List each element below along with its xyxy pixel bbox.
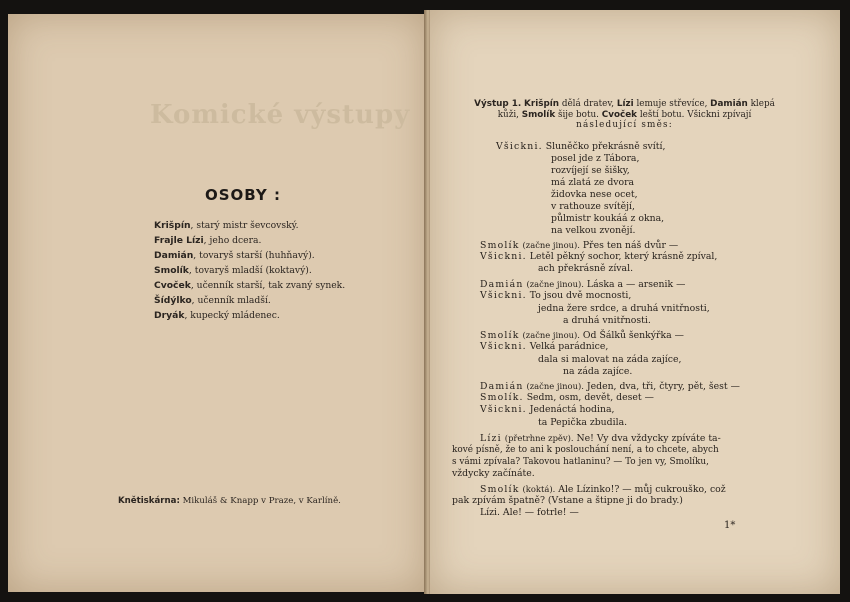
page-number: 1* xyxy=(724,520,736,531)
cast-item: Frajle Lízi, jeho dcera. xyxy=(154,235,262,246)
verse-line: Smolík (začne jinou). Od Šálků šenkýřka — xyxy=(480,330,684,341)
verse-line: Damián (začne jinou). Jeden, dva, tři, čtyry, pět, šest — xyxy=(480,381,740,392)
verse-line: Smolík (začne jinou). Přes ten náš dvůr — xyxy=(480,240,679,251)
verse-line: ach překrásně zíval. xyxy=(538,263,634,274)
printer-imprint: Knětiskárna: Mikuláš & Knapp v Praze, v Karlíně. xyxy=(118,496,341,506)
verse-line: dala si malovat na záda zajíce, xyxy=(538,354,682,365)
verse-line: židovka nese ocet, xyxy=(551,189,638,200)
cast-item: Damián, tovaryš starší (huhňavý). xyxy=(154,250,315,261)
prose-line: s vámi zpívala? Takovou hatlaninu? — To jen vy, Smolíku, xyxy=(452,457,709,467)
cast-item: Krišpín, starý mistr ševcovský. xyxy=(154,220,299,231)
verse-line: má zlatá ze dvora xyxy=(551,177,635,188)
verse-line: posel jde z Tábora, xyxy=(551,153,640,164)
verse-line: na záda zajíce. xyxy=(563,366,633,377)
cast-item: Smolík, tovaryš mladší (koktavý). xyxy=(154,265,312,276)
bleed-through-title: Komické výstupy xyxy=(150,100,411,130)
verse-line: Všickni. Sluněčko překrásně svítí, xyxy=(496,141,666,152)
cast-item: Šídýlko, učenník mladší. xyxy=(154,295,271,306)
verse-line: Smolík. Sedm, osm, devět, deset — xyxy=(480,392,654,403)
prose-line: vždycky začínáte. xyxy=(452,468,535,479)
cast-list xyxy=(154,218,345,323)
verse-line: Všickni. Velká parádnice, xyxy=(480,341,609,352)
prose-line: Lízi (přetrhne zpěv). Ne! Vy dva vždycky zpíváte ta- xyxy=(480,433,721,444)
cast-heading: OSOBY : xyxy=(205,186,282,204)
verse-line: Damián (začne jinou). Láska a — arsenik — xyxy=(480,279,686,290)
verse-line: rozvíjejí se šišky, xyxy=(551,165,630,176)
cast-item: Cvoček, učenník starší, tak zvaný synek. xyxy=(154,280,346,291)
verse-line: na velkou zvonějí. xyxy=(551,225,636,236)
prose-line: Lízi. Ale! — fotrle! — xyxy=(480,507,579,518)
verse-line: jedna žere srdce, a druhá vnitřnosti, xyxy=(538,303,710,314)
verse-line: Všickni. Letěl pěkný sochor, který krásně zpíval, xyxy=(480,251,718,262)
prose-line: Smolík (koktá). Ale Lízinko!? — můj cukrouško, což xyxy=(480,484,726,495)
verse-line: půlmistr koukáá z okna, xyxy=(551,213,665,224)
verse-line: Všickni. Jedenáctá hodina, xyxy=(480,404,615,415)
cast-item: Dryák, kupecký mládenec. xyxy=(154,310,280,321)
prose-line: kové písně, že to ani k poslouchání není, a to chcete, abych xyxy=(452,445,719,455)
verse-line: v rathouze svítějí, xyxy=(551,201,635,212)
scene-heading: Výstup 1. Krišpín dělá dratev, Lízi lemuje střevíce, Damián klepá kůži, Smolík šije botu. Cvoček leští botu. Všickni zpívají následující směs: xyxy=(474,99,775,131)
verse-line: ta Pepička zbudila. xyxy=(538,417,628,428)
verse-line: a druhá vnitřnosti. xyxy=(563,315,651,326)
prose-line: pak zpívám špatně? (Vstane a štipne ji do brady.) xyxy=(452,495,683,506)
verse-line: Všickni. To jsou dvě mocnosti, xyxy=(480,290,632,301)
